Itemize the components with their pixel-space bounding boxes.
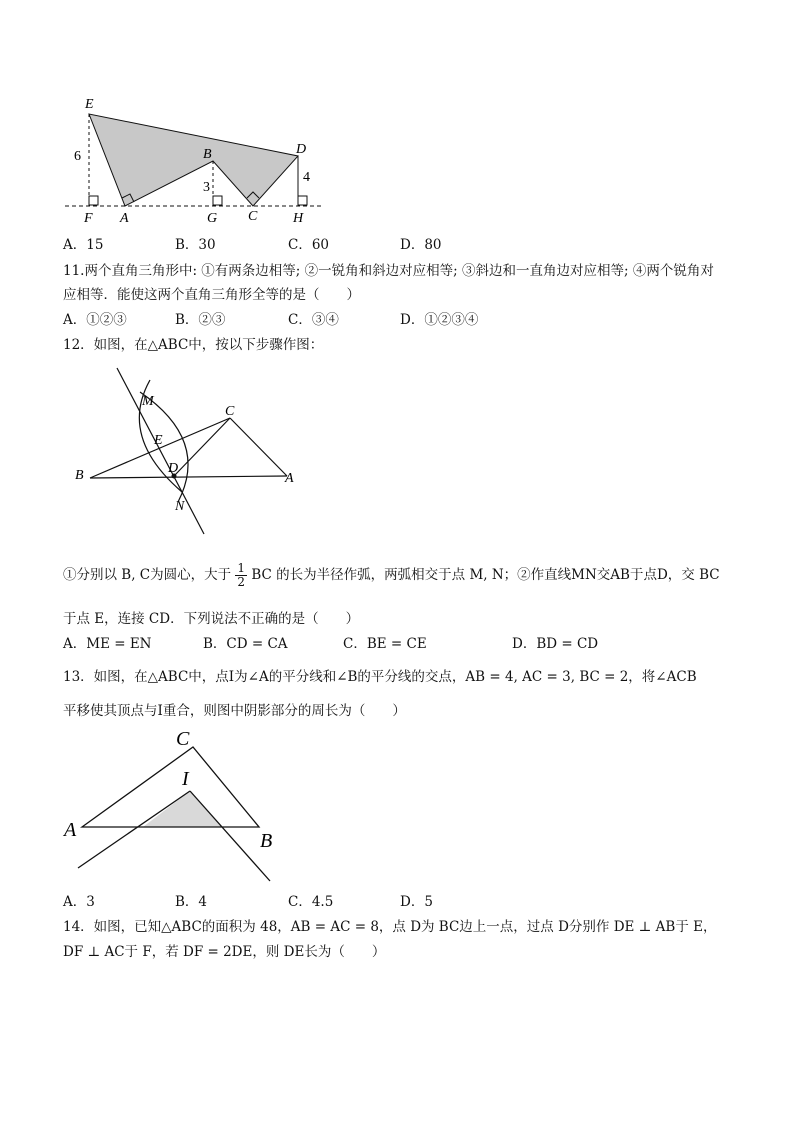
label-h: H [293, 211, 304, 226]
q13-stem-line2: 平移使其顶点与I重合，则图中阴影部分的周长为（ ） [63, 703, 406, 719]
label-c: C [248, 209, 258, 224]
label-d: D [296, 142, 307, 157]
label-b: B [203, 147, 212, 162]
label-g: G [207, 211, 218, 226]
segment-cd [174, 418, 230, 476]
q11-option-b: B．②③ [175, 312, 226, 328]
figure-q10 [60, 92, 340, 234]
label-a: A [285, 471, 294, 486]
label-a: A [64, 819, 77, 841]
q14-stem-line2: DF ⊥ AC于 F，若 DF = 2DE，则 DE长为（ ） [63, 944, 386, 960]
frac-num: 1 [237, 561, 246, 575]
label-i: I [182, 768, 189, 790]
q13-option-b: B．4 [175, 894, 208, 910]
length-bg: 3 [203, 180, 210, 195]
translated-side-right [190, 791, 273, 881]
right-angle-g [213, 196, 222, 205]
q10-option-d: D．80 [400, 237, 442, 253]
line-mn [117, 368, 204, 534]
label-m: M [142, 394, 154, 409]
figure-q13 [60, 725, 320, 890]
label-b: B [260, 830, 273, 852]
shaded-polygon [89, 114, 298, 206]
q13-option-d: D．5 [400, 894, 433, 910]
q12-desc-pre: ①分别以 B, C为圆心，大于 [63, 567, 232, 583]
q11-option-a: A．①②③ [63, 312, 127, 328]
q12-description-line1 [63, 560, 720, 590]
q12-desc-post: BC 的长为半径作弧，两弧相交于点 M, N；②作直线MN交AB于点D，交 BC [251, 567, 720, 583]
right-angle-h [298, 196, 307, 205]
q13-option-a: A．3 [63, 894, 95, 910]
label-a: A [120, 211, 129, 226]
label-b: B [75, 468, 84, 483]
q14-stem-line1: 14．如图，已知△ABC的面积为 48，AB = AC = 8，点 D为 BC边上一点，过点 D分别作 DE ⊥ AB于 E， [63, 919, 717, 935]
length-dh: 4 [303, 170, 310, 185]
fraction-one-half [235, 562, 247, 589]
side-ba [90, 476, 287, 478]
figure-q12 [70, 362, 310, 540]
label-n: N [175, 499, 185, 514]
label-c: C [225, 404, 235, 419]
right-angle-f [89, 196, 98, 205]
label-c: C [176, 728, 190, 750]
q13-stem-line1: 13．如图，在△ABC中，点I为∠A的平分线和∠B的平分线的交点，AB = 4, AC = 3, BC = 2，将∠ACB [63, 669, 697, 685]
q12-description-line2: 于点 E，连接 CD．下列说法不正确的是（ ） [63, 611, 360, 627]
frac-den: 2 [237, 575, 246, 589]
side-ca [230, 418, 287, 476]
label-f: F [84, 211, 93, 226]
q12-stem: 12．如图，在△ABC中，按以下步骤作图： [63, 337, 324, 353]
label-e: E [154, 433, 163, 448]
length-ef: 6 [74, 149, 81, 164]
q13-option-c: C．4.5 [288, 894, 334, 910]
q12-option-d: D．BD = CD [512, 636, 599, 652]
q10-option-a: A．15 [63, 237, 104, 253]
q11-option-c: C．③④ [288, 312, 339, 328]
q11-option-d: D．①②③④ [400, 312, 479, 328]
q10-option-c: C．60 [288, 237, 330, 253]
label-e: E [85, 97, 94, 112]
q10-option-b: B．30 [175, 237, 216, 253]
q12-option-c: C．BE = CE [343, 636, 427, 652]
q11-stem-line1: 11.两个直角三角形中: ①有两条边相等; ②一锐角和斜边对应相等; ③斜边和一直角边对应相等; ④两个锐角对 [63, 263, 714, 279]
q12-option-b: B．CD = CA [203, 636, 288, 652]
translated-side-left [78, 791, 190, 868]
q11-stem-line2: 应相等．能使这两个直角三角形全等的是（ ） [63, 287, 360, 303]
q12-option-a: A．ME = EN [63, 636, 152, 652]
label-d: D [168, 461, 179, 476]
